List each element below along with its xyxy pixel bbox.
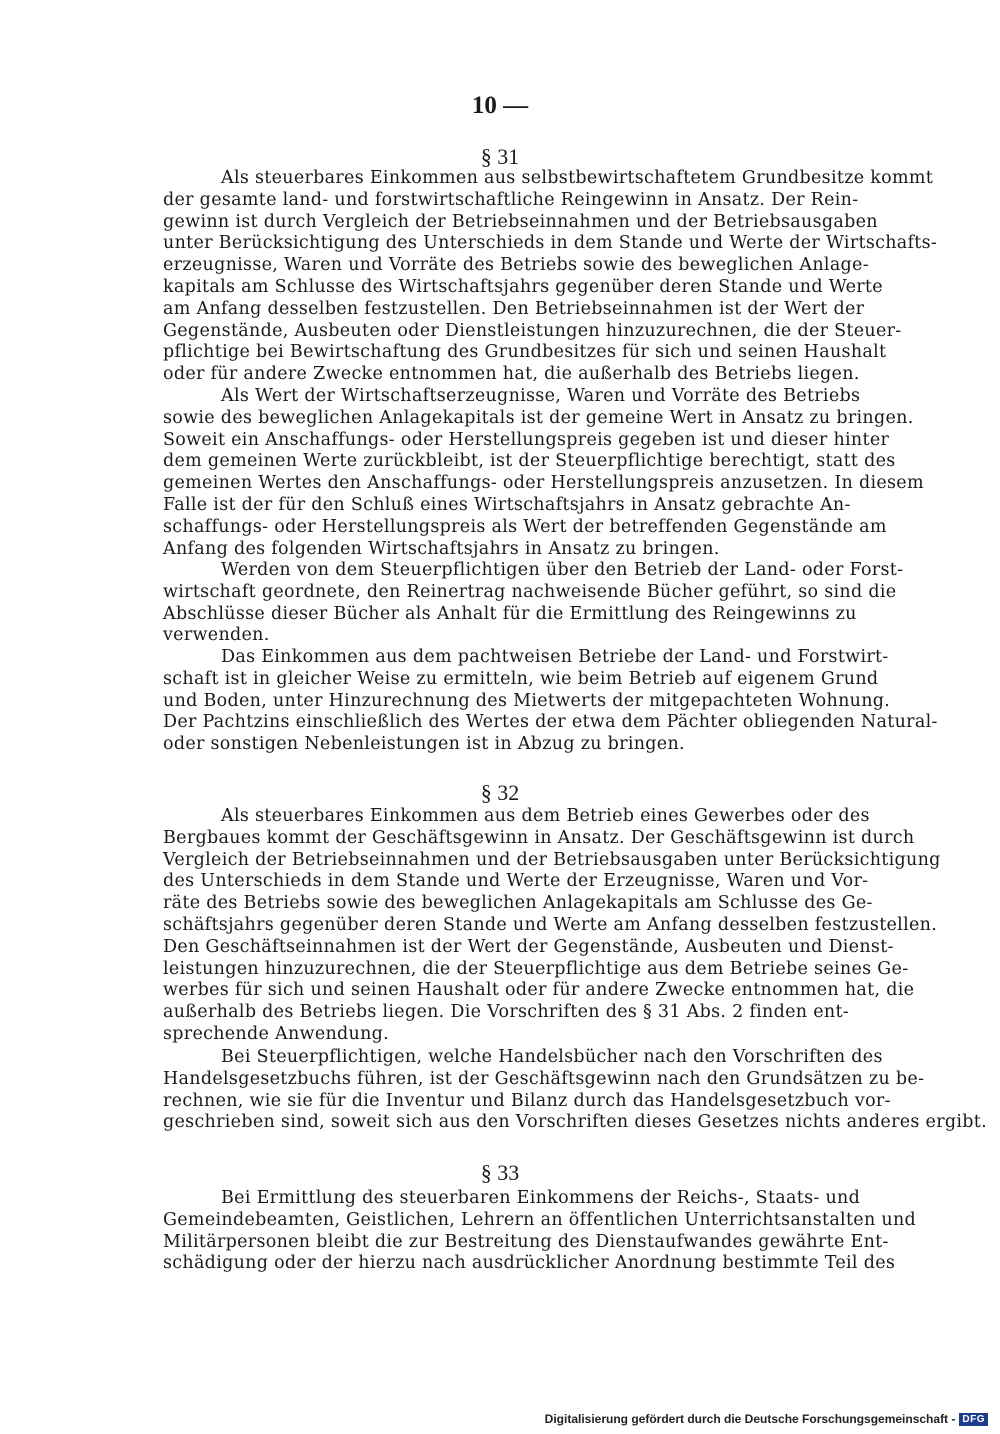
text-line: schaffungs- oder Herstellungspreis als Wert der betreffenden Gegenstände am [163,516,887,537]
text-line: oder sonstigen Nebenleistungen ist in Abzug zu bringen. [163,734,685,755]
text-line: unter Berücksichtigung des Unterschieds in dem Stande und Werte der Wirtschafts- [163,233,938,254]
paragraph-31-4 [163,647,938,756]
text-line: rechnen, wie sie für die Inventur und Bilanz durch das Handelsgesetzbuch vor- [163,1090,891,1111]
text-line: sprechende Anwendung. [163,1023,390,1044]
paragraph-31-2 [163,386,924,560]
text-line: Abschlüsse dieser Bücher als Anhalt für die Ermittlung des Reingewinns zu [163,603,857,624]
paragraph-31-3 [163,560,904,647]
text-line: Falle ist der für den Schluß eines Wirtschaftsjahrs in Ansatz gebrachte An- [163,494,851,515]
text-line: Der Pachtzins einschließlich des Wertes der etwa dem Pächter obliegenden Natural- [163,712,938,733]
text-line: Als steuerbares Einkommen aus selbstbewirtschaftetem Grundbesitze kommt [221,168,934,188]
text-line: schäftsjahrs gegenüber deren Stande und Werte am Anfang desselben festzustellen. [163,914,938,935]
text-line: pflichtige bei Bewirtschaftung des Grundbesitzes für sich und seinen Haushalt [163,342,887,363]
text-line: Das Einkommen aus dem pachtweisen Betriebe der Land- und Forstwirt- [221,647,889,667]
text-line: Soweit ein Anschaffungs- oder Herstellungspreis gegeben ist und dieser hinter [163,429,890,450]
text-line: Gemeindebeamten, Geistlichen, Lehrern an öffentlichen Unterrichtsanstalten und [163,1209,917,1230]
text-line: des Unterschieds in dem Stande und Werte der Erzeugnisse, Waren und Vor- [163,871,869,892]
text-line: Bergbaues kommt der Geschäftsgewinn in Ansatz. Der Geschäftsgewinn ist durch [163,827,915,848]
text-line: Bei Ermittlung des steuerbaren Einkommens der Reichs-, Staats- und [221,1188,861,1208]
paragraph-32-2 [163,1047,987,1134]
text-line: kapitals am Schlusse des Wirtschaftsjahrs gegenüber deren Stande und Werte [163,276,883,297]
paragraph-31-1 [163,168,938,386]
text-line: Anfang des folgenden Wirtschaftsjahrs in Ansatz zu bringen. [163,538,720,559]
text-line: Militärpersonen bleibt die zur Bestreitung des Dienstaufwandes gewährte Ent- [163,1231,889,1252]
text-line: oder für andere Zwecke entnommen hat, die außerhalb des Betriebs liegen. [163,364,860,385]
text-line: Handelsgesetzbuchs führen, ist der Geschäftsgewinn nach den Grundsätzen zu be- [163,1068,925,1089]
text-line: gemeinen Wertes den Anschaffungs- oder Herstellungspreis anzusetzen. In diesem [163,473,924,494]
text-line: Als Wert der Wirtschaftserzeugnisse, Waren und Vorräte des Betriebs [221,386,861,406]
footer-text: Digitalisierung gefördert durch die Deutsche Forschungsgemeinschaft - [544,1412,956,1426]
text-line: schädigung oder der hierzu nach ausdrücklicher Anordnung bestimmte Teil des [163,1253,896,1274]
text-line: schaft ist in gleicher Weise zu ermitteln, wie beim Betrieb auf eigenem Grund [163,668,879,689]
digitization-footer [545,1412,988,1426]
section-heading-33: § 33 [480,1160,520,1185]
text-line: verwenden. [163,625,270,646]
paragraph-32-1 [163,806,941,1046]
text-line: räte des Betriebs sowie des beweglichen Anlagekapitals am Schlusse des Ge- [163,893,873,914]
text-line: erzeugnisse, Waren und Vorräte des Betriebs sowie des beweglichen Anlage- [163,255,869,276]
page-number-header: 10 — [471,92,529,119]
text-line: Bei Steuerpflichtigen, welche Handelsbücher nach den Vorschriften des [221,1047,883,1067]
text-line: Werden von dem Steuerpflichtigen über den Betrieb der Land- oder Forst- [221,560,904,580]
paragraph-33-1 [163,1188,917,1275]
dfg-logo: DFG [959,1413,988,1426]
section-heading-31: § 31 [480,144,520,169]
text-line: und Boden, unter Hinzurechnung des Mietwerts der mitgepachteten Wohnung. [163,690,891,711]
section-heading-32: § 32 [480,780,520,805]
text-line: am Anfang desselben festzustellen. Den Betriebseinnahmen ist der Wert der [163,298,865,319]
text-line: werbes für sich und seinen Haushalt oder für andere Zwecke entnommen hat, die [163,980,915,1001]
text-line: dem gemeinen Werte zurückbleibt, ist der Steuerpflichtige berechtigt, statt des [163,451,896,472]
text-line: der gesamte land- und forstwirtschaftliche Reingewinn in Ansatz. Der Rein- [163,189,859,210]
text-line: außerhalb des Betriebs liegen. Die Vorschriften des § 31 Abs. 2 finden ent- [163,1002,849,1023]
text-line: Gegenstände, Ausbeuten oder Dienstleistungen hinzuzurechnen, die der Steuer- [163,320,902,341]
text-line: leistungen hinzuzurechnen, die der Steuerpflichtige aus dem Betriebe seines Ge- [163,958,909,979]
text-line: Den Geschäftseinnahmen ist der Wert der Gegenstände, Ausbeuten und Dienst- [163,936,894,957]
text-line: wirtschaft geordnete, den Reinertrag nachweisende Bücher geführt, so sind die [163,581,897,602]
text-line: sowie des beweglichen Anlagekapitals ist der gemeine Wert in Ansatz zu bringen. [163,407,914,428]
text-line: Als steuerbares Einkommen aus dem Betrieb eines Gewerbes oder des [221,806,870,826]
text-line: Vergleich der Betriebseinnahmen und der Betriebsausgaben unter Berücksichtigung [163,849,941,870]
text-line: geschrieben sind, soweit sich aus den Vorschriften dieses Gesetzes nichts anderes ergibt. [163,1112,987,1133]
text-line: gewinn ist durch Vergleich der Betriebseinnahmen und der Betriebsausgaben [163,211,878,232]
